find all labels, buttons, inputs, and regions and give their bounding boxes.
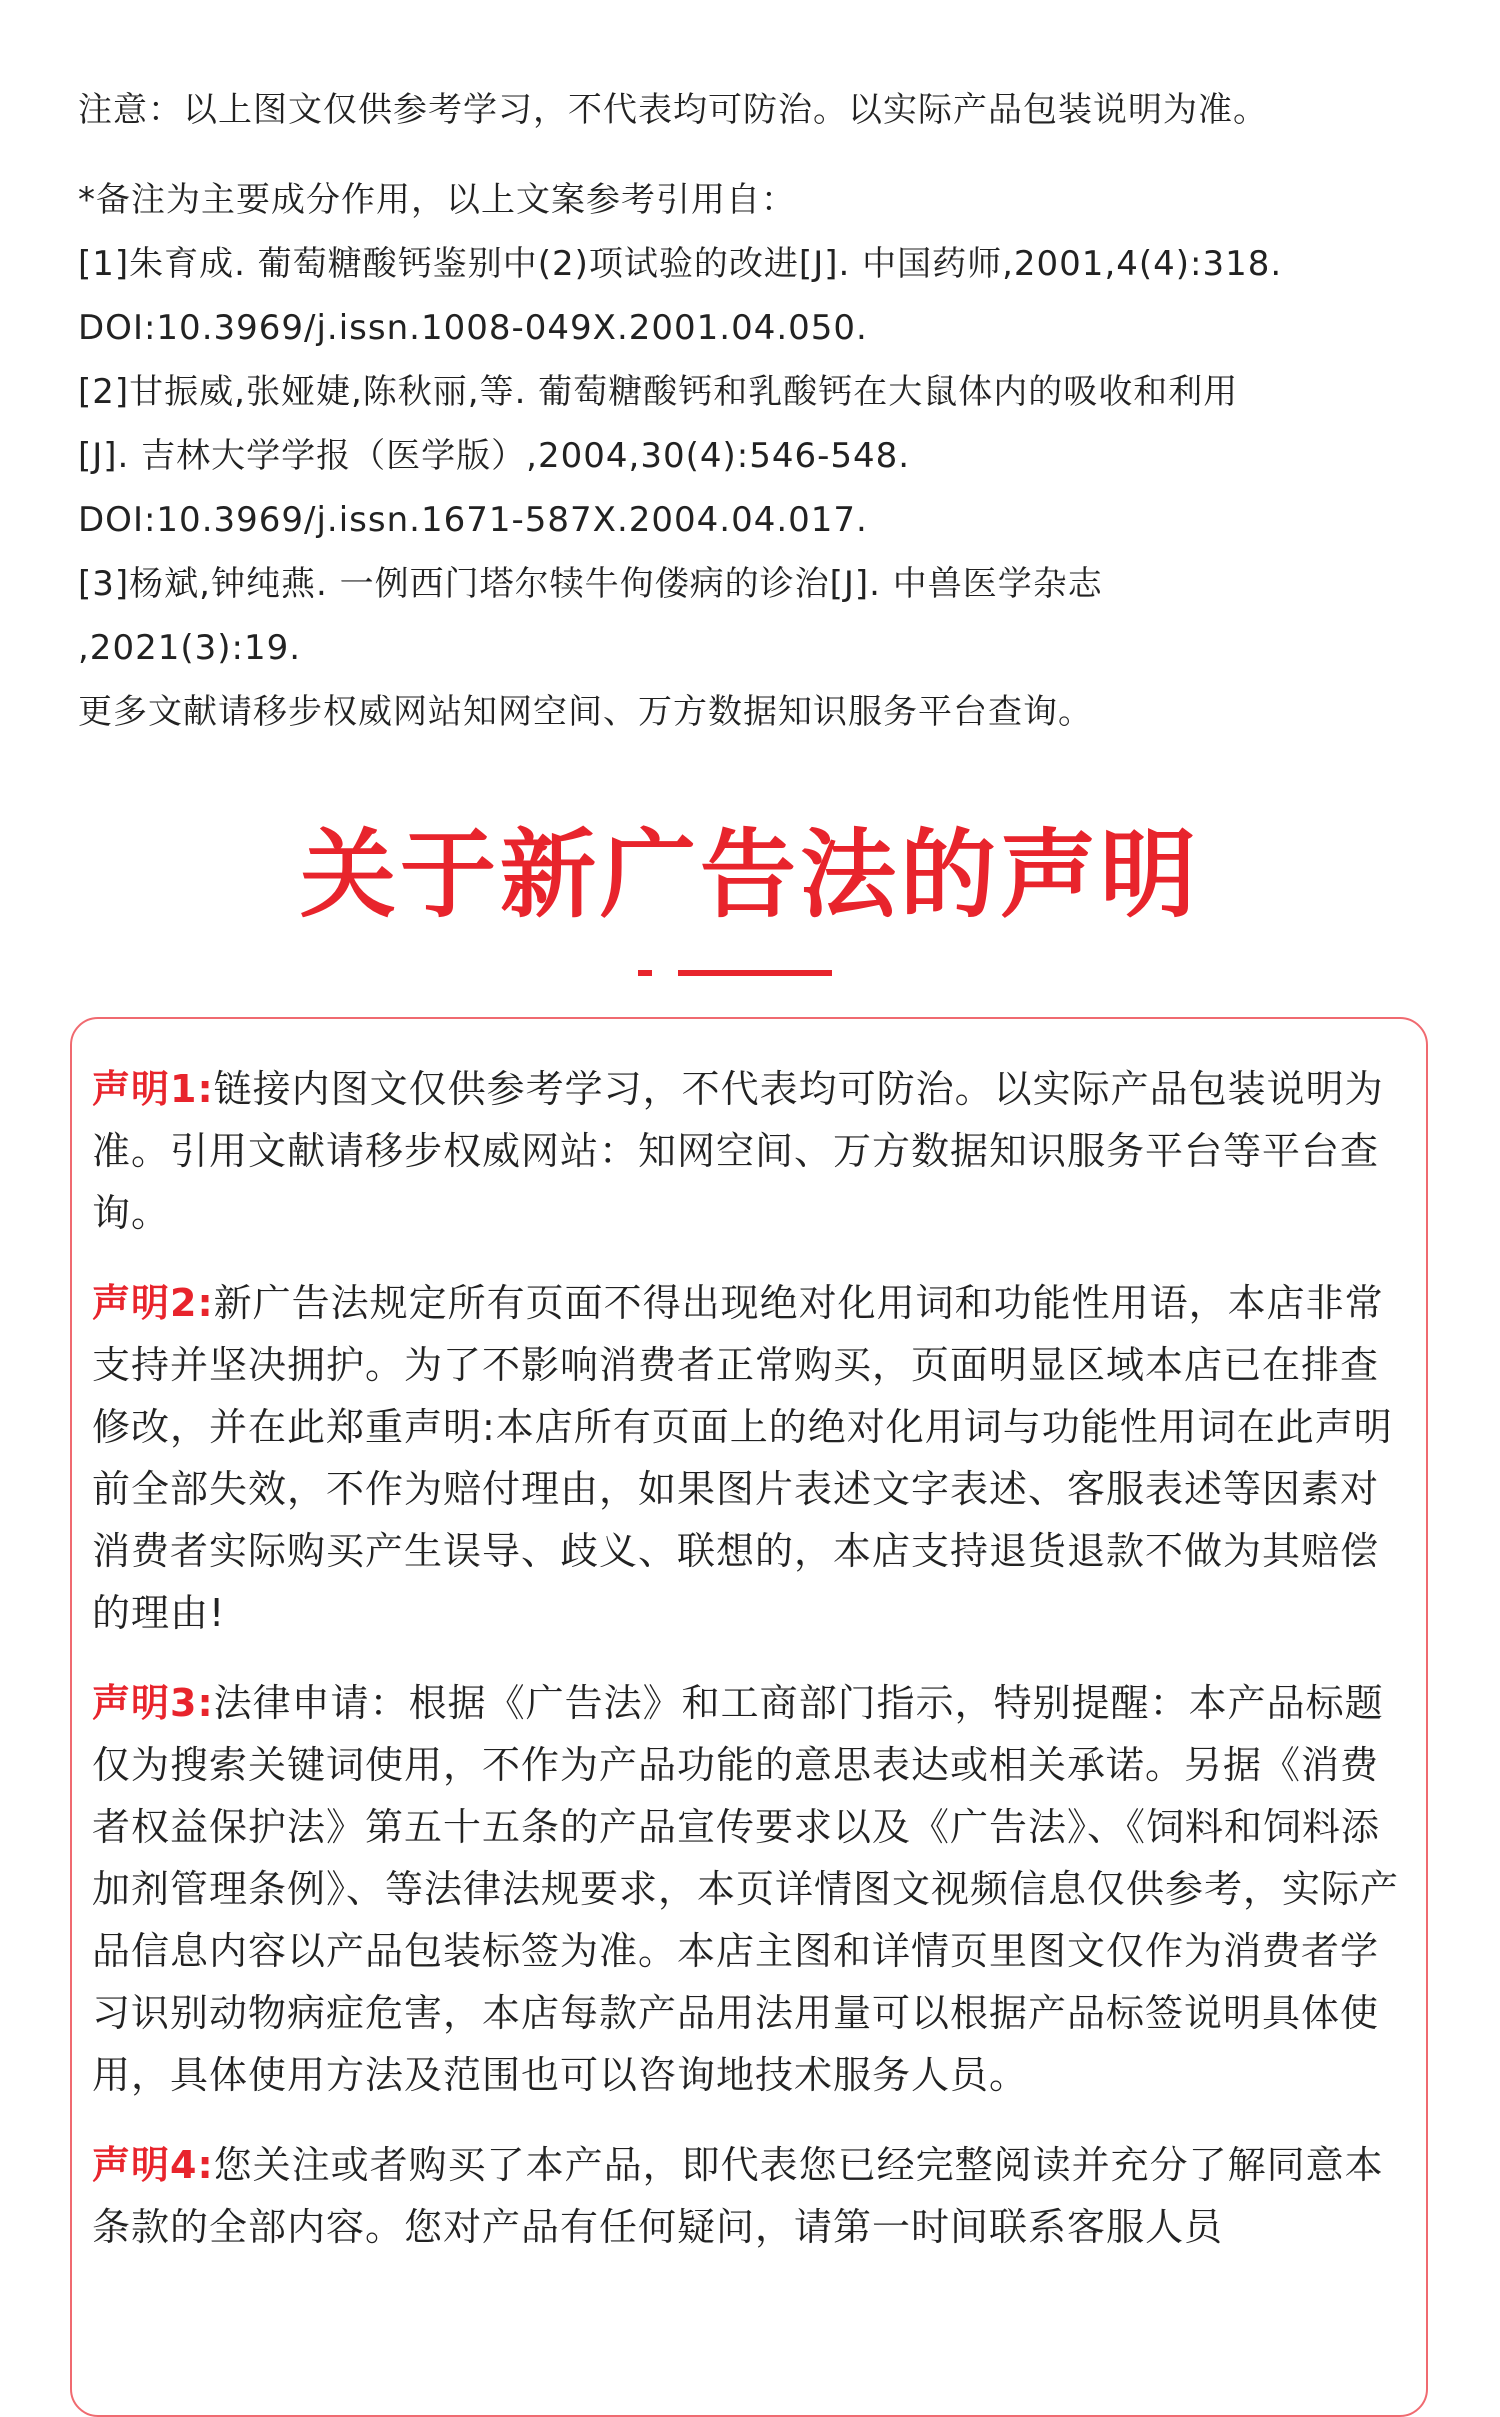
notice-text: 注意：以上图文仅供参考学习，不代表均可防治。以实际产品包装说明为准。 — [78, 90, 1268, 130]
reference-line: [1]朱育成. 葡萄糖酸钙鉴别中(2)项试验的改进[J]. 中国药师,2001,4(4):318. — [78, 244, 1283, 284]
reference-line: [3]杨斌,钟纯燕. 一例西门塔尔犊牛佝偻病的诊治[J]. 中兽医学杂志 — [78, 564, 1103, 604]
statement-text: 法律申请：根据《广告法》和工商部门指示，特别提醒：本产品标题仅为搜索关键词使用，不作为产品功能的意思表达或相关承诺。另据《消费者权益保护法》第五十五条的产品宣传要求以及《广告法》、《饲料和饲料添加剂管理条例》、等法律法规要求，本页详情图文视频信息仅供参考，实际产品信息内容以产品包装标签为准。本店主图和详情页里图文仅作为消费者学习识别动物病症危害，本店每款产品用法用量可以根据产品标签说明具体使用，具体使用方法及范围也可以咨询地技术服务人员。 — [92, 1681, 1400, 2097]
reference-list — [78, 168, 1438, 744]
title-underline-dot — [638, 970, 652, 976]
reference-line: DOI:10.3969/j.issn.1008-049X.2001.04.050. — [78, 308, 868, 348]
statement-text: 新广告法规定所有页面不得出现绝对化用词和功能性用语，本店非常支持并坚决拥护。为了不影响消费者正常购买，页面明显区域本店已在排查修改，并在此郑重声明:本店所有页面上的绝对化用词与功能性用词在此声明前全部失效，不作为赔付理由，如果图片表述文字表述、客服表述等因素对消费者实际购买产生误导、歧义、联想的，本店支持退货退款不做为其赔偿的理由! — [92, 1281, 1393, 1635]
page-title: 关于新广告法的声明 — [300, 819, 1200, 931]
statement-text: 您关注或者购买了本产品，即代表您已经完整阅读并充分了解同意本条款的全部内容。您对产品有任何疑问，请第一时间联系客服人员 — [92, 2143, 1384, 2249]
reference-line: ,2021(3):19. — [78, 628, 302, 668]
reference-line: [J]. 吉林大学学报（医学版）,2004,30(4):546-548. — [78, 436, 911, 476]
statement-4 — [92, 2134, 1412, 2258]
statement-label: 声明1: — [92, 1067, 214, 1111]
statement-label: 声明3: — [92, 1681, 214, 1725]
statement-3 — [92, 1672, 1412, 2106]
statement-1 — [92, 1058, 1412, 1244]
reference-line: DOI:10.3969/j.issn.1671-587X.2004.04.017. — [78, 500, 868, 540]
reference-line: [2]甘振威,张娅婕,陈秋丽,等. 葡萄糖酸钙和乳酸钙在大鼠体内的吸收和利用 — [78, 372, 1239, 412]
top-notes — [78, 78, 1438, 744]
title-underline-bar — [678, 970, 832, 976]
statement-label: 声明2: — [92, 1281, 214, 1325]
reference-line: *备注为主要成分作用，以上文案参考引用自： — [78, 180, 796, 220]
statement-text: 链接内图文仅供参考学习，不代表均可防治。以实际产品包装说明为准。引用文献请移步权威网站：知网空间、万方数据知识服务平台等平台查询。 — [92, 1067, 1384, 1235]
statement-label: 声明4: — [92, 2143, 214, 2187]
statement-list — [92, 1058, 1412, 2286]
statement-2 — [92, 1272, 1412, 1644]
reference-line: 更多文献请移步权威网站知网空间、万方数据知识服务平台查询。 — [78, 692, 1093, 732]
